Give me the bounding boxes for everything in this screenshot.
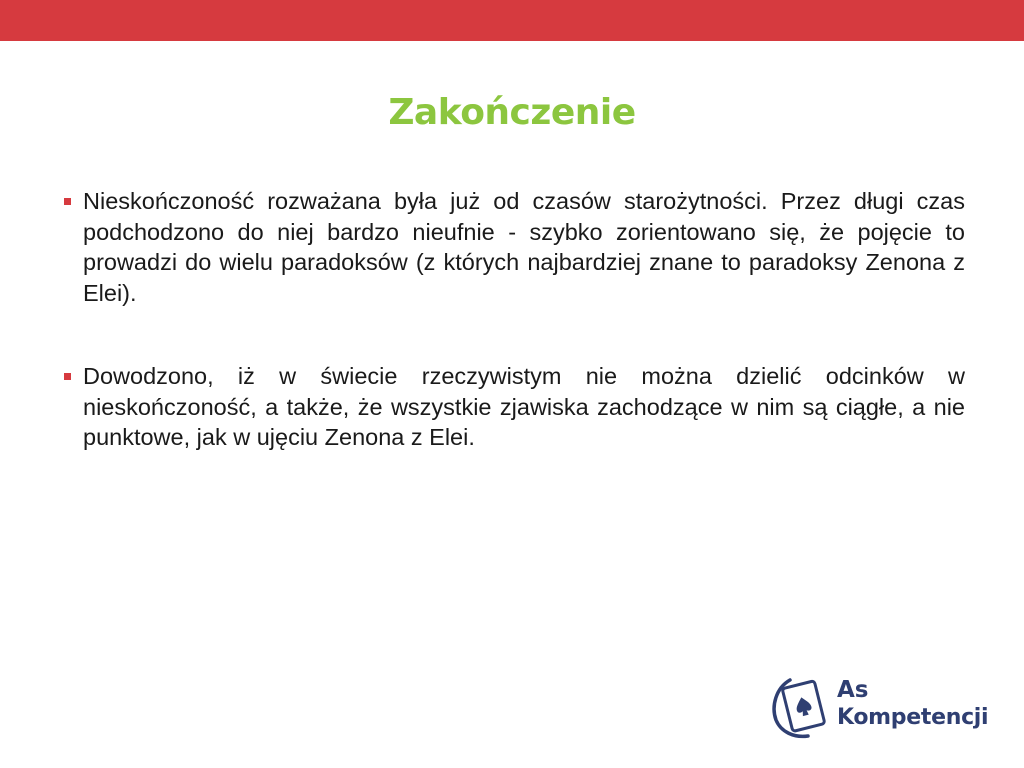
slide-content bbox=[62, 186, 965, 453]
logo-wordmark bbox=[837, 676, 988, 732]
top-accent-bar bbox=[0, 0, 1024, 41]
bullet-square-icon bbox=[64, 373, 71, 380]
card-spade-icon bbox=[770, 672, 832, 740]
bullet-item bbox=[62, 186, 965, 308]
slide-title: Zakończenie bbox=[388, 92, 636, 133]
as-kompetencji-logo bbox=[770, 672, 996, 740]
bullet-text: Nieskończoność rozważana była już od czasów starożytności. Przez długi czas podchodzono do niej bardzo nieufnie - szybko zorientowano się, że pojęcie to prowadzi do wielu paradoksów (z których najbardziej znane to paradoksy Zenona z Elei). bbox=[83, 188, 965, 306]
bullet-square-icon bbox=[64, 198, 71, 205]
bullet-item bbox=[62, 361, 965, 453]
bullet-text: Dowodzono, iż w świecie rzeczywistym nie można dzielić odcinków w nieskończoność, a także, że wszystkie zjawiska zachodzące w nim są ciągłe, a nie punktowe, jak w ujęciu Zenona z Elei. bbox=[83, 363, 965, 450]
logo-line-as: As bbox=[837, 677, 869, 703]
logo-line-kompetencji: Kompetencji bbox=[837, 705, 989, 730]
